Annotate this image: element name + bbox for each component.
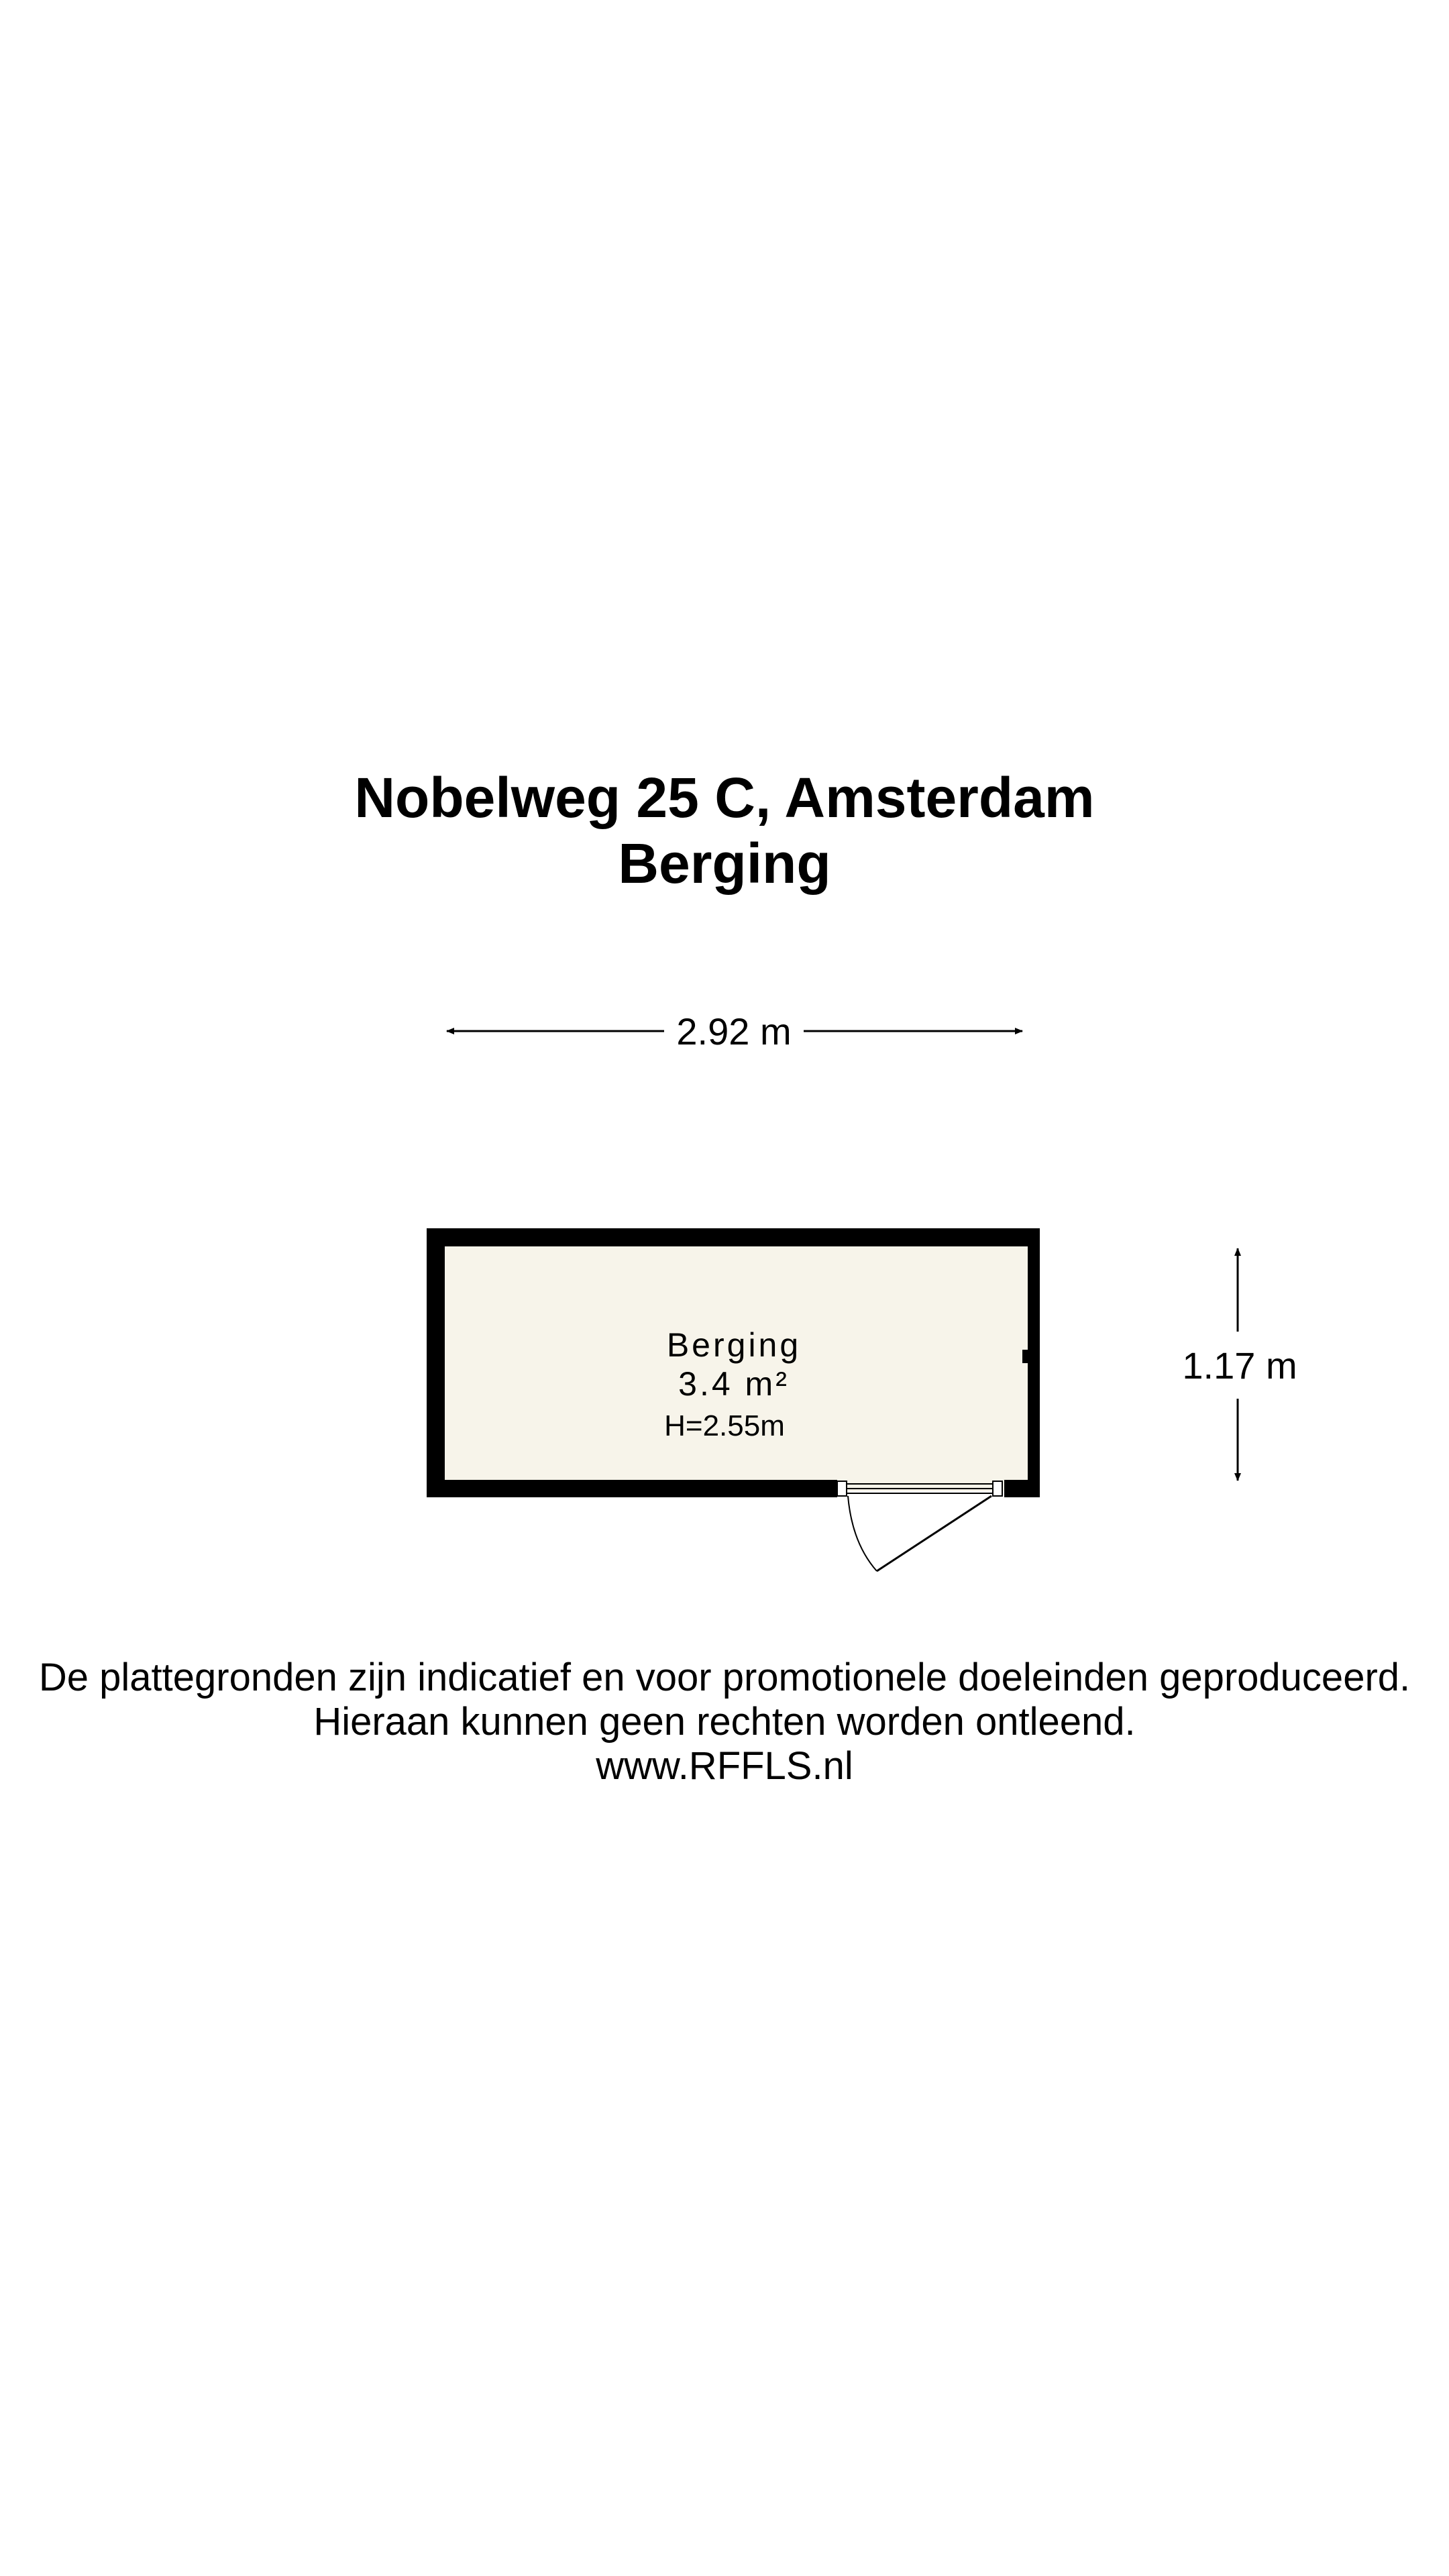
width-dimension-label: 2.92 m — [676, 1010, 792, 1053]
disclaimer-line-1: De plattegronden zijn indicatief en voor promotionele doeleinden geproduceerd. — [38, 1656, 1411, 1699]
width-dimension — [447, 1010, 1022, 1053]
website-link[interactable]: www.RFFLS.nl — [596, 1744, 853, 1788]
property-address: Nobelweg 25 C, Amsterdam — [354, 766, 1095, 829]
disclaimer-line-2: Hieraan kunnen geen rechten worden ontleend. — [313, 1700, 1136, 1743]
door — [837, 1481, 1002, 1571]
door-swing-arc — [848, 1496, 877, 1571]
room-height: H=2.55m — [664, 1409, 785, 1442]
floor-name: Berging — [618, 832, 831, 895]
room-name: Berging — [666, 1326, 802, 1364]
wall-bottom-right — [1004, 1480, 1040, 1497]
wall-left — [427, 1228, 445, 1497]
depth-dimension — [1182, 1248, 1297, 1481]
room-area: 3.4 m² — [678, 1365, 790, 1403]
room-label — [664, 1326, 801, 1442]
wall-fixture — [1022, 1350, 1033, 1363]
wall-top — [427, 1228, 1040, 1246]
door-frame-left — [837, 1481, 847, 1496]
depth-dimension-label: 1.17 m — [1182, 1344, 1297, 1387]
wall-bottom-left — [427, 1480, 837, 1497]
door-leaf — [877, 1496, 991, 1571]
door-frame-right — [993, 1481, 1002, 1496]
disclaimer — [0, 1656, 1449, 1788]
